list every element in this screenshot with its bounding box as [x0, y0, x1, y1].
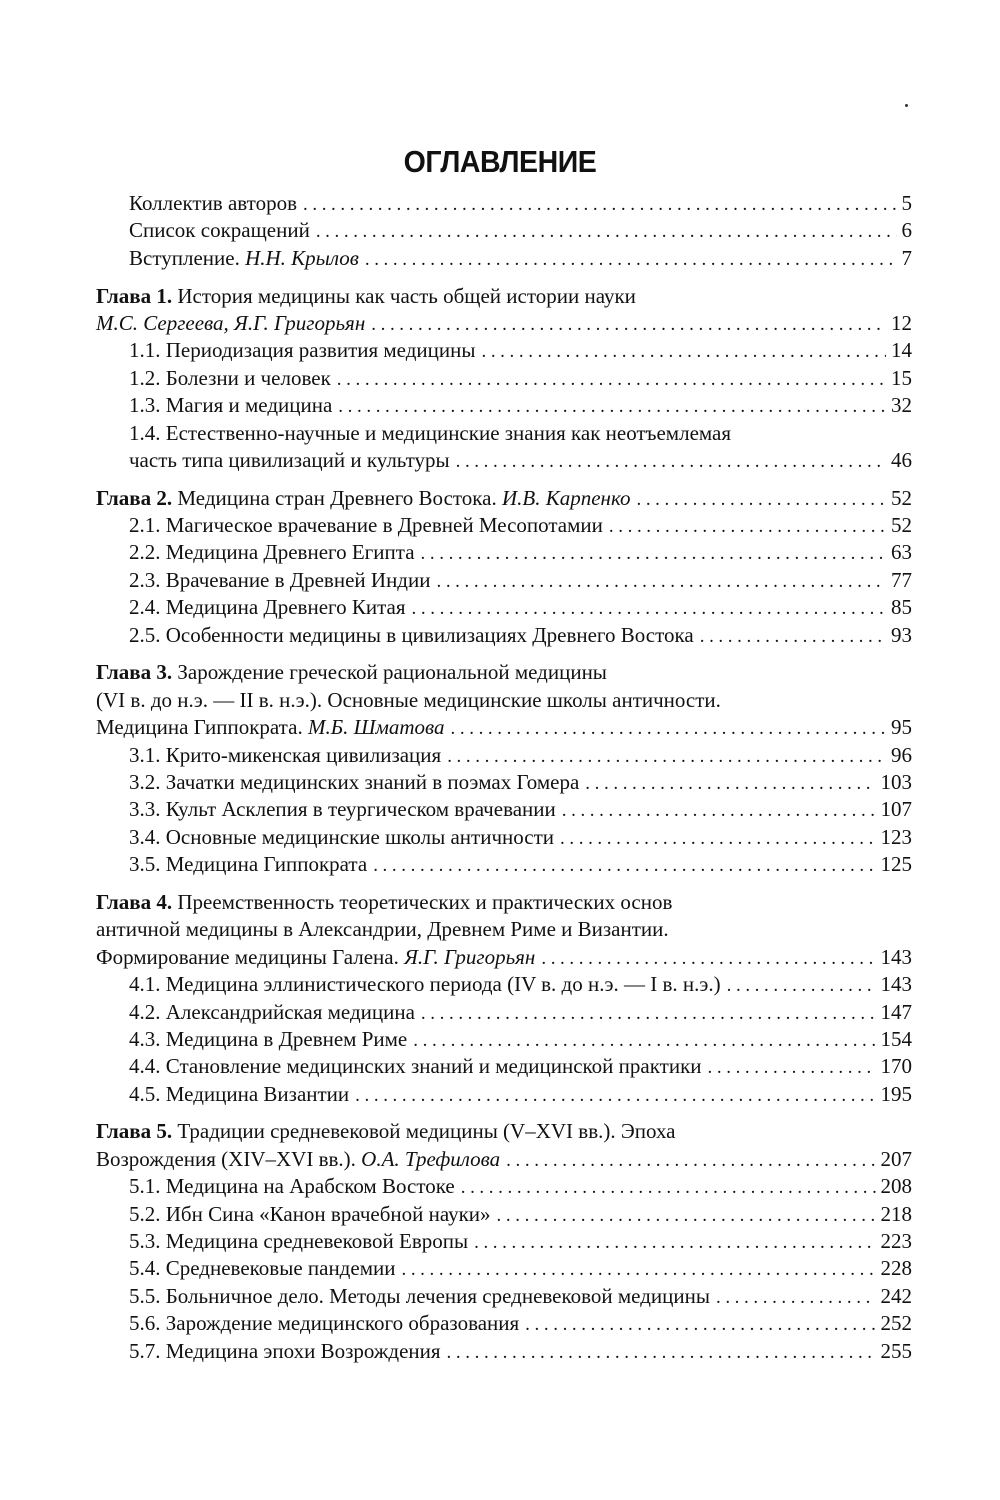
dot-leader [413, 1030, 875, 1052]
dot-leader [451, 718, 886, 740]
dot-leader [560, 828, 875, 850]
toc-page-number: 195 [880, 1081, 912, 1106]
chapter-5-author-line[interactable] [96, 1147, 912, 1174]
section-label: часть типа цивилизаций и культуры [129, 447, 450, 472]
toc-section[interactable] [96, 1229, 912, 1256]
toc-section[interactable] [96, 393, 912, 420]
toc-section[interactable] [96, 1082, 912, 1109]
dot-leader [338, 396, 886, 418]
toc-section[interactable] [96, 338, 912, 365]
toc-section[interactable] [96, 770, 912, 797]
toc-page-number: 107 [880, 797, 912, 822]
toc-page-number: 85 [891, 595, 912, 620]
chapter-author: Я.Г. Григорьян [404, 944, 536, 969]
toc-entry-author: Н.Н. Крылов [245, 245, 359, 270]
dot-leader [541, 948, 875, 970]
chapter-4-title-line-2[interactable]: античной медицины в Александрии, Древнем Риме и Византии. [96, 917, 669, 942]
toc-section[interactable] [96, 366, 912, 393]
toc-section[interactable] [96, 623, 912, 650]
toc-page-number: 96 [891, 742, 912, 767]
chapter-author: М.С. Сергеева, Я.Г. Григорьян [96, 310, 366, 335]
toc-page-number: 207 [880, 1146, 912, 1171]
toc-page-number: 46 [891, 447, 912, 472]
dot-leader [373, 855, 875, 877]
section-label: 1.2. Болезни и человек [129, 365, 331, 390]
chapter-3-author-line[interactable] [96, 715, 912, 742]
chapter-author: О.А. Трефилова [361, 1146, 501, 1171]
section-label: 2.1. Магическое врачевание в Древней Месопотамии [129, 513, 603, 538]
section-1-4-line-1[interactable]: 1.4. Естественно-научные и медицинские знания как неотъемлемая [129, 420, 732, 445]
chapter-3-title-line-2[interactable]: (VI в. до н.э. — II в. н.э.). Основные медицинские школы античности. [96, 687, 721, 712]
toc-entry-abbreviations[interactable] [96, 218, 912, 245]
dot-leader [481, 341, 886, 363]
section-label: 4.3. Медицина в Древнем Риме [129, 1026, 408, 1051]
section-label: 4.1. Медицина эллинистического периода (IV в. до н.э. — I в. н.э.) [129, 972, 721, 997]
toc-section[interactable] [96, 1339, 912, 1366]
section-label: 2.3. Врачевание в Древней Индии [129, 567, 431, 592]
dot-leader [436, 571, 886, 593]
toc-page-number: 95 [891, 715, 912, 740]
chapter-number: Глава 2. [96, 485, 173, 510]
toc-page-number: 6 [901, 218, 912, 243]
chapter-2-heading[interactable] [96, 486, 912, 513]
chapter-number: Глава 1. [96, 283, 173, 308]
toc-section[interactable] [96, 1054, 912, 1081]
section-label: 1.1. Периодизация развития медицины [129, 338, 476, 363]
toc-page-number: 7 [901, 245, 912, 270]
toc-section[interactable] [96, 797, 912, 824]
toc-section[interactable] [96, 568, 912, 595]
section-label: 2.5. Особенности медицины в цивилизациях Древнего Востока [129, 622, 694, 647]
toc-page-number: 143 [880, 944, 912, 969]
toc-section[interactable] [96, 448, 912, 475]
section-label: 5.3. Медицина средневековой Европы [129, 1229, 469, 1254]
section-label: 3.3. Культ Асклепия в теургическом врачевании [129, 797, 556, 822]
toc-section[interactable] [96, 972, 912, 999]
toc-page-number: 228 [880, 1256, 912, 1281]
toc-page-number: 170 [880, 1054, 912, 1079]
toc-page-number: 103 [880, 769, 912, 794]
dot-leader [421, 1003, 876, 1025]
chapter-title: История медицины как часть общей истории науки [177, 283, 636, 308]
toc-section[interactable] [96, 825, 912, 852]
toc-entry-introduction[interactable] [96, 246, 912, 273]
toc-page-number: 223 [880, 1229, 912, 1254]
section-label: 4.2. Александрийская медицина [129, 999, 415, 1024]
toc-page-number: 5 [901, 191, 912, 215]
toc-section[interactable] [96, 1256, 912, 1283]
section-label: 3.5. Медицина Гиппократа [129, 852, 368, 877]
toc-page-number: 143 [880, 972, 912, 997]
section-label: 3.1. Крито-микенская цивилизация [129, 742, 442, 767]
toc-entry-authors[interactable] [96, 191, 912, 218]
toc-page-number: 242 [880, 1283, 912, 1308]
dot-leader [609, 516, 886, 538]
toc-section[interactable] [96, 1174, 912, 1201]
section-label: 5.7. Медицина эпохи Возрождения [129, 1338, 441, 1363]
section-label: 2.2. Медицина Древнего Египта [129, 540, 415, 565]
chapter-title: Медицина стран Древнего Востока. [177, 485, 497, 510]
toc-entry-label: Список сокращений [129, 218, 310, 243]
dot-leader [401, 1259, 875, 1281]
section-label: 5.5. Больничное дело. Методы лечения средневековой медицины [129, 1283, 710, 1308]
dot-leader [585, 773, 875, 795]
toc-section[interactable] [96, 743, 912, 770]
toc-entry-label: Вступление. [129, 245, 240, 270]
toc-entry-label: Коллектив авторов [129, 191, 297, 215]
chapter-4-heading[interactable] [96, 890, 912, 917]
toc-page-number: 63 [891, 540, 912, 565]
dot-leader [303, 194, 897, 216]
toc-page-number: 93 [891, 622, 912, 647]
chapter-5-heading[interactable] [96, 1119, 912, 1146]
toc-page-number: 32 [891, 393, 912, 418]
chapter-1-author-line[interactable] [96, 311, 912, 338]
toc-page-number: 255 [880, 1338, 912, 1363]
chapter-title: Преемственность теоретических и практических основ [177, 889, 673, 914]
chapter-title: Зарождение греческой рациональной медицины [177, 660, 607, 685]
toc-page-number: 52 [891, 513, 912, 538]
speck-mark [905, 104, 908, 107]
dot-leader [708, 1057, 876, 1079]
dot-leader [371, 314, 886, 336]
toc-page-number: 77 [891, 567, 912, 592]
section-label: 5.2. Ибн Сина «Канон врачебной науки» [129, 1201, 491, 1226]
toc-page-number: 52 [891, 485, 912, 510]
dot-leader [447, 1342, 876, 1364]
section-label: 3.2. Зачатки медицинских знаний в поэмах Гомера [129, 769, 580, 794]
toc-page-number: 125 [880, 852, 912, 877]
dot-leader [506, 1150, 875, 1172]
chapter-author: И.В. Карпенко [502, 485, 631, 510]
dot-leader [456, 451, 886, 473]
toc-section[interactable] [96, 1311, 912, 1338]
dot-leader [636, 489, 886, 511]
chapter-title: Формирование медицины Галена. [96, 944, 399, 969]
toc-page-number: 14 [891, 338, 912, 363]
toc-page-number: 208 [880, 1174, 912, 1199]
toc-page-number: 15 [891, 365, 912, 390]
dot-leader [700, 626, 886, 648]
toc-page-number: 154 [880, 1026, 912, 1051]
toc-page-number: 218 [880, 1201, 912, 1226]
toc-section[interactable] [96, 540, 912, 567]
dot-leader [474, 1232, 875, 1254]
toc-page-number: 147 [880, 999, 912, 1024]
page-title: ОГЛАВЛЕНИЕ [403, 144, 597, 179]
section-label: 2.4. Медицина Древнего Китая [129, 595, 406, 620]
toc-section[interactable] [96, 1202, 912, 1229]
chapter-3-heading[interactable] [96, 660, 912, 687]
chapter-4-author-line[interactable] [96, 945, 912, 972]
section-label: 4.5. Медицина Византии [129, 1081, 350, 1106]
dot-leader [355, 1085, 875, 1107]
chapter-1-heading[interactable] [96, 284, 912, 311]
section-label: 5.4. Средневековые пандемии [129, 1256, 396, 1281]
chapter-title: Традиции средневековой медицины (V–XVI вв.). Эпоха [177, 1119, 676, 1144]
section-label: 4.4. Становление медицинских знаний и медицинской практики [129, 1054, 702, 1079]
chapter-title: Возрождения (XIV–XVI вв.). [96, 1146, 356, 1171]
dot-leader [562, 800, 876, 822]
toc-section[interactable] [96, 1000, 912, 1027]
toc-section[interactable] [96, 1027, 912, 1054]
table-of-contents [96, 191, 912, 1366]
chapter-number: Глава 4. [96, 889, 173, 914]
dot-leader [461, 1177, 876, 1199]
toc-page-number: 252 [880, 1311, 912, 1336]
chapter-author: М.Б. Шматова [307, 715, 445, 740]
toc-section[interactable] [96, 513, 912, 540]
dot-leader [497, 1205, 876, 1227]
section-label: 5.6. Зарождение медицинского образования [129, 1311, 520, 1336]
chapter-number: Глава 5. [96, 1119, 173, 1144]
toc-section[interactable] [96, 1284, 912, 1311]
dot-leader [337, 369, 886, 391]
toc-section[interactable] [96, 852, 912, 879]
dot-leader [412, 598, 886, 620]
toc-page-number: 123 [880, 824, 912, 849]
dot-leader [716, 1287, 876, 1309]
chapter-number: Глава 3. [96, 660, 173, 685]
section-label: 1.3. Магия и медицина [129, 393, 333, 418]
section-label: 5.1. Медицина на Арабском Востоке [129, 1174, 455, 1199]
chapter-title: Медицина Гиппократа. [96, 715, 303, 740]
dot-leader [421, 543, 886, 565]
dot-leader [525, 1314, 875, 1336]
toc-section[interactable] [96, 595, 912, 622]
dot-leader [316, 221, 897, 243]
toc-page-number: 12 [891, 310, 912, 335]
dot-leader [447, 746, 886, 768]
dot-leader [365, 249, 897, 271]
section-label: 3.4. Основные медицинские школы античности [129, 824, 555, 849]
dot-leader [727, 975, 876, 997]
